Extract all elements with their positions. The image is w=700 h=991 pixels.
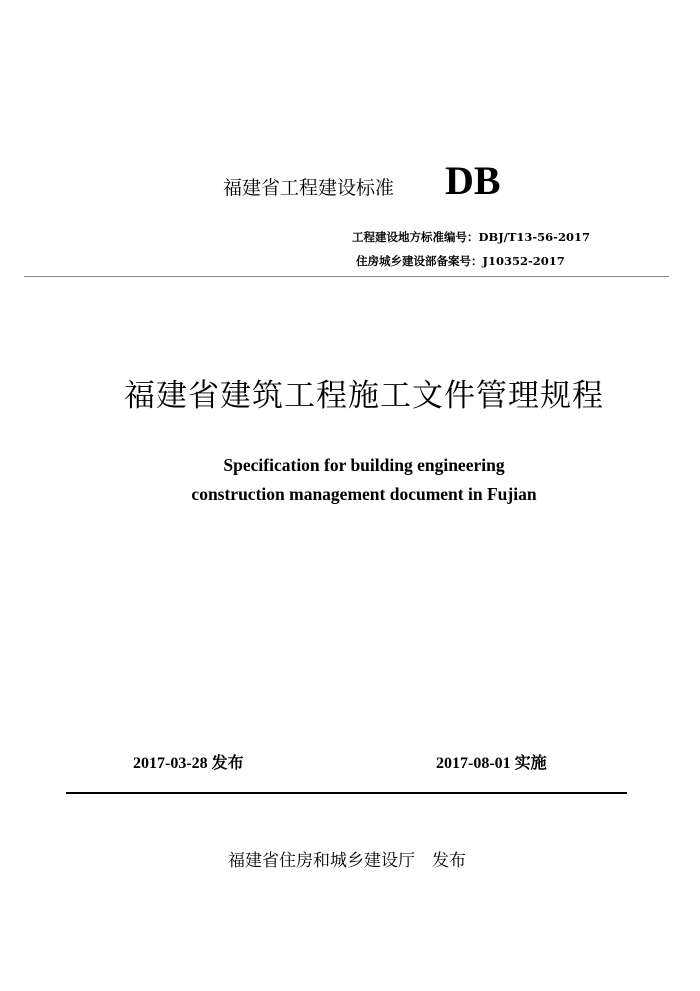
publisher: 福建省住房和城乡建设厅 发布 <box>228 851 466 871</box>
record-number: 住房城乡建设部备案号：J10352-2017 <box>356 254 565 268</box>
effective-date: 2017-08-01 实施 <box>436 755 547 772</box>
document-title-english-line2: construction management document in Fujian <box>191 484 537 504</box>
standard-number: 工程建设地方标准编号：DBJ/T13-56-2017 <box>352 230 590 244</box>
header-divider <box>24 276 669 277</box>
document-title-english-line1: Specification for building engineering <box>223 455 505 475</box>
document-title-chinese: 福建省建筑工程施工文件管理规程 <box>124 378 604 414</box>
footer-divider <box>66 792 627 794</box>
issue-date: 2017-03-28 发布 <box>133 755 244 772</box>
db-mark: DB <box>445 158 501 203</box>
standard-category: 福建省工程建设标准 <box>223 177 395 199</box>
